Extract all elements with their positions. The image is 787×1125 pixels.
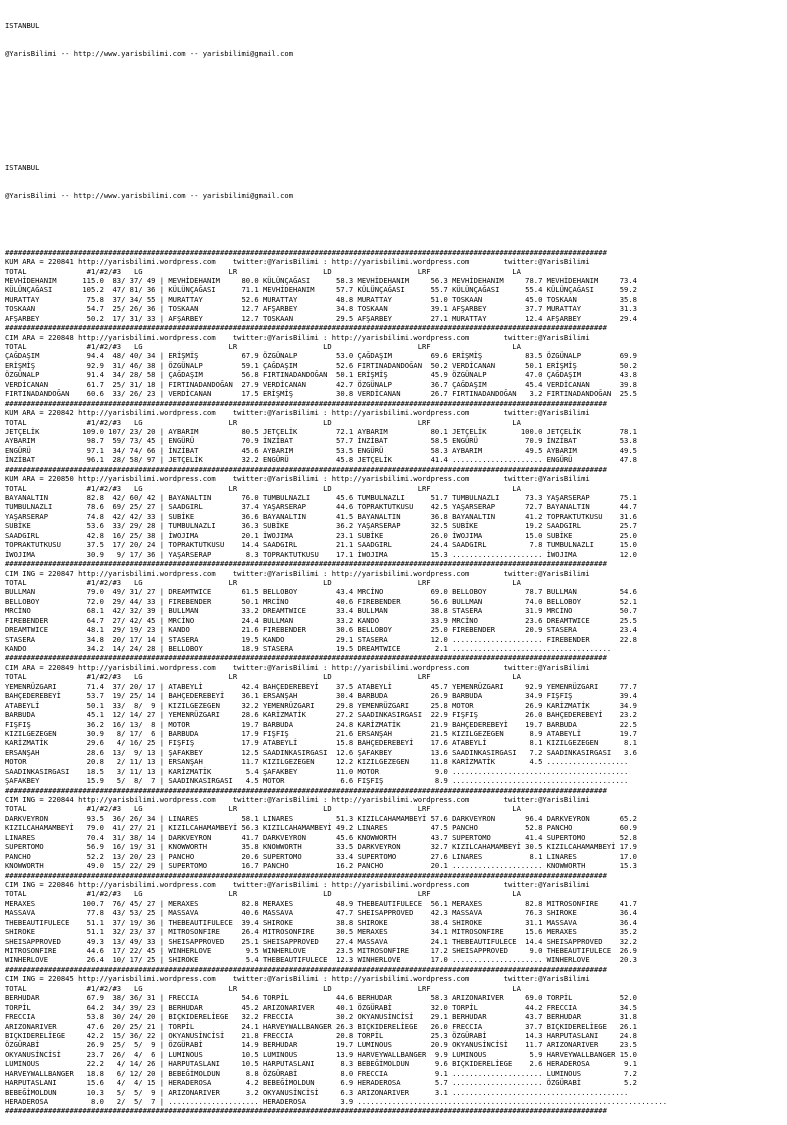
table-row: OKYANUSİNCİSİ 23.7 26/ 4/ 6 | LUMINOUS 10.5 LUMINOUS 13.9 HARVEYWALLBANGER 9.9 LUMINOUS 5.9 HARVEYWALLBANGER 15.0 [5,1049,637,1059]
separator: ############################################################################################################################################ [5,653,607,663]
table-row: ARIZONARIVER 47.6 20/ 25/ 21 | TORPİL 24.1 HARVEYWALLBANGER 26.3 BIÇKIDERELİEGE 26.0 FRECCIA 37.7 BIÇKIDERELİEGE 26.1 [5,1021,637,1031]
table-row: SAADINKASIRGASI 18.5 3/ 11/ 13 | KARİZMATİK 5.4 ŞAFAKBEY 11.0 MOTOR 9.0 ......................................... [5,766,629,776]
blank-line [5,134,787,143]
table-row: ERİŞMİŞ 92.9 31/ 46/ 38 | ÖZGÜNALP 59.1 ÇAĞDAŞIM 52.6 FIRTINADANDOĞAN 50.2 VERDİCANAN 50.1 ERİŞMİŞ 50.2 [5,360,637,370]
table-row: KNOWWORTH 49.0 15/ 22/ 29 | SUPERTOMO 16.7 PANCHO 16.2 PANCHO 20.1 ..................... KNOWWORTH 15.3 [5,861,637,871]
table-row: BEBEĞİMOLDUN 10.3 5/ 5/ 9 | ARIZONARIVER 3.2 OKYANUSİNCİSİ 6.3 ARIZONARIVER 3.1 ......................................... [5,1087,629,1097]
table-row: WINHERLOVE 26.4 10/ 17/ 25 | SHIROKE 5.4 THEBEAUTIFULECE 12.3 WINHERLOVE 17.0 ..................... WINHERLOVE 20.3 [5,955,637,965]
table-row: HARPUTASLANI 15.6 4/ 4/ 15 | HERADEROSA 4.2 BEBEĞİMOLDUN 6.9 HERADEROSA 5.7 ..................... ÖZGÜRABİ 5.2 [5,1078,637,1088]
table-row: ÖZGÜRABİ 26.9 25/ 5/ 9 | ÖZGÜRABİ 14.9 BERHUDAR 19.7 LUMINOUS 20.9 OKYANUSİNCİSİ 11.7 ARIZONARIVER 23.5 [5,1040,637,1050]
table-row: ENGÜRÜ 97.1 34/ 74/ 66 | İNZİBAT 45.6 AYBARIM 53.5 ENGÜRÜ 58.3 AYBARIM 49.5 AYBARIM 49.5 [5,445,637,455]
table-row: ŞAFAKBEY 15.9 5/ 8/ 7 | SAADINKASIRGASI 4.5 MOTOR 6.6 FIŞFIŞ 8.9 ......................................... [5,776,629,786]
table-row: SUBİKE 53.6 33/ 29/ 28 | TUMBULNAZLI 36.3 SUBİKE 36.2 YAŞARSERAP 32.5 SUBİKE 19.2 SAADGIRL 25.7 [5,521,637,531]
table-row: HERADEROSA 8.0 2/ 5/ 7 | ..................... HERADEROSA 3.9 ........................................................................ [5,1097,668,1107]
table-row: MRCİNO 68.1 42/ 32/ 39 | BULLMAN 33.2 DREAMTWICE 33.4 BULLMAN 38.8 STASERA 31.9 MRCİNO 50.7 [5,606,637,616]
table-row: FRECCIA 53.8 30/ 24/ 20 | BIÇKIDERELİEGE 32.2 FRECCIA 30.2 OKYANUSİNCİSİ 29.1 BERHUDAR 43.7 BERHUDAR 31.8 [5,1012,637,1022]
table-row: VERDİCANAN 61.7 25/ 31/ 18 | FIRTINADANDOĞAN 27.9 VERDİCANAN 42.7 ÖZGÜNALP 36.7 ÇAĞDAŞIM 45.4 VERDİCANAN 39.8 [5,379,637,389]
blank-line [5,219,787,228]
contact-line: @YarisBilimi -- http://www.yarisbilimi.com -- yarisbilimi@gmail.com [5,49,294,59]
table-row: MASSAVA 77.8 43/ 53/ 25 | MASSAVA 40.6 MASSAVA 47.7 SHEISAPPROVED 42.3 MASSAVA 76.3 SHIROKE 36.4 [5,908,637,918]
table-row: ÇAĞDAŞIM 94.4 48/ 40/ 34 | ERİŞMİŞ 67.9 ÖZGÜNALP 53.0 ÇAĞDAŞIM 69.6 ERİŞMİŞ 83.5 ÖZGÜNALP 69.9 [5,351,637,361]
blank-line [5,106,787,115]
table-row: SUPERTOMO 56.9 16/ 19/ 31 | KNOWWORTH 35.8 KNOWWORTH 33.5 DARKVEYRON 32.7 KIZILCAHAMAMBEYİ 30.5 KIZILCAHAMAMBEYİ 17.9 [5,842,637,852]
table-row: BIÇKIDERELİEGE 42.2 15/ 36/ 22 | OKYANUSİNCİSİ 21.8 FRECCIA 20.8 TORPİL 25.3 ÖZGÜRABİ 14.3 HARPUTASLANI 24.8 [5,1030,637,1040]
table-row: LUMINOUS 22.2 4/ 14/ 26 | HARPUTASLANI 10.5 HARPUTASLANI 8.3 BEBEĞİMOLDUN 9.6 BIÇKIDERELİEGE 2.6 HERADEROSA 9.1 [5,1059,637,1069]
separator: ############################################################################################################################################ [5,1106,607,1116]
blank-line [5,78,787,87]
table-row: MURATTAY 75.8 37/ 34/ 55 | MURATTAY 52.6 MURATTAY 48.8 MURATTAY 51.0 TOSKAAN 45.0 TOSKAAN 35.8 [5,294,637,304]
table-row: FIREBENDER 64.7 27/ 42/ 45 | MRCİNO 24.4 BULLMAN 33.2 KANDO 33.9 MRCİNO 23.6 DREAMTWICE 25.5 [5,615,637,625]
race-header: KUM ARA = 220850 http://yarisbilimi.wordpress.com twitter:@YarisBilimi : http://yarisbilimi.wordpress.com twitter:@YarisBilimi [5,474,590,484]
column-header: TOTAL #1/#2/#3 LG LR LD LRF LA [5,342,521,352]
race-header: KUM ARA = 220841 http://yarisbilimi.wordpress.com twitter:@YarisBilimi : http://yarisbilimi.wordpress.com twitter:@YarisBilimi [5,257,590,267]
contact-line-repeat: @YarisBilimi -- http://www.yarisbilimi.com -- yarisbilimi@gmail.com [5,190,294,200]
table-row: MERAXES 100.7 76/ 45/ 27 | MERAXES 82.8 MERAXES 48.9 THEBEAUTIFULECE 56.1 MERAXES 82.8 MITROSONFIRE 41.7 [5,898,637,908]
column-header: TOTAL #1/#2/#3 LG LR LD LRF LA [5,983,521,993]
table-row: ERSANŞAH 28.6 13/ 9/ 13 | ŞAFAKBEY 12.5 SAADINKASIRGASI 12.6 ŞAFAKBEY 13.6 SAADINKASIRGASI 7.2 SAADINKASIRGASI 3.6 [5,747,637,757]
table-row: KANDO 34.2 14/ 24/ 28 | BELLOBOY 18.9 STASERA 19.5 DREAMTWICE 2.1 ..................................... [5,644,612,654]
table-row: JETÇELİK 109.0 107/ 23/ 20 | AYBARIM 80.5 JETÇELİK 72.1 AYBARIM 80.1 JETÇELİK 100.0 JETÇELİK 78.1 [5,426,637,436]
column-header: TOTAL #1/#2/#3 LG LR LD LRF LA [5,483,521,493]
separator: ############################################################################################################################################ [5,247,607,257]
table-row: BAYANALTIN 82.8 42/ 60/ 42 | BAYANALTIN 76.0 TUMBULNAZLI 45.6 TUMBULNAZLI 51.7 TUMBULNAZLI 73.3 YAŞARSERAP 75.1 [5,493,637,503]
race-header: CIM ARA = 220849 http://yarisbilimi.wordpress.com twitter:@YarisBilimi : http://yarisbilimi.wordpress.com twitter:@YarisBilimi [5,662,590,672]
table-row: KIZILGEZEGEN 30.9 8/ 17/ 6 | BARBUDA 17.9 FIŞFIŞ 21.6 ERSANŞAH 21.5 KIZILGEZEGEN 8.9 ATABEYLİ 19.7 [5,728,637,738]
column-header: TOTAL #1/#2/#3 LG LR LD LRF LA [5,889,521,899]
table-row: AYBARIM 98.7 59/ 73/ 45 | ENGÜRÜ 70.9 İNZİBAT 57.7 İNZİBAT 58.5 ENGÜRÜ 70.9 İNZİBAT 53.8 [5,436,637,446]
table-row: KIZILCAHAMAMBEYİ 79.0 41/ 27/ 21 | KIZILCAHAMAMBEYİ 56.3 KIZILCAHAMAMBEYİ 49.2 LINARES 47.5 PANCHO 52.8 PANCHO 60.9 [5,823,637,833]
table-row: AFŞARBEY 50.2 17/ 31/ 33 | AFŞARBEY 12.7 TOSKAAN 29.5 AFŞARBEY 27.1 MURATTAY 12.4 AFŞARBEY 29.4 [5,313,637,323]
table-row: KÜLÜNÇAĞASI 105.2 47/ 81/ 36 | KÜLÜNÇAĞASI 71.1 MEVHİDEHANIM 57.7 KÜLÜNÇAĞASI 55.7 KÜLÜNÇAĞASI 55.4 KÜLÜNÇAĞASI 59.2 [5,285,637,295]
table-row: SAADGIRL 42.8 16/ 25/ 38 | İWOJIMA 20.1 İWOJIMA 23.1 SUBİKE 26.0 İWOJIMA 15.0 SUBİKE 25.0 [5,530,637,540]
column-header: TOTAL #1/#2/#3 LG LR LD LRF LA [5,672,521,682]
race-header: CIM ING = 220846 http://yarisbilimi.wordpress.com twitter:@YarisBilimi : http://yarisbilimi.wordpress.com twitter:@YarisBilimi [5,879,590,889]
table-row: PANCHO 52.2 13/ 20/ 23 | PANCHO 20.6 SUPERTOMO 33.4 SUPERTOMO 27.6 LINARES 8.1 LINARES 17.0 [5,851,637,861]
race-header: CIM ING = 220844 http://yarisbilimi.wordpress.com twitter:@YarisBilimi : http://yarisbilimi.wordpress.com twitter:@YarisBilimi [5,795,590,805]
table-row: MOTOR 20.8 2/ 11/ 13 | ERSANŞAH 11.7 KIZILGEZEGEN 12.2 KIZILGEZEGEN 11.8 KARİZMATİK 4.5 ................... [5,757,629,767]
table-row: DREAMTWICE 48.1 29/ 19/ 23 | KANDO 21.6 FIREBENDER 30.6 BELLOBOY 25.0 FIREBENDER 20.9 STASERA 23.4 [5,625,637,635]
table-row: ÖZGÜNALP 91.4 34/ 28/ 58 | ÇAĞDAŞIM 56.8 FIRTINADANDOĞAN 50.1 ERİŞMİŞ 45.9 ÖZGÜNALP 47.0 ÇAĞDAŞIM 43.8 [5,370,637,380]
table-row: LINARES 70.4 31/ 38/ 14 | DARKVEYRON 41.7 DARKVEYRON 45.6 KNOWWORTH 43.7 SUPERTOMO 41.4 SUPERTOMO 52.8 [5,832,637,842]
table-row: SHIROKE 51.1 32/ 23/ 37 | MITROSONFIRE 26.4 MITROSONFIRE 30.5 MERAXES 34.1 MITROSONFIRE 15.6 MERAXES 35.2 [5,927,637,937]
title: ISTANBUL [5,20,40,30]
table-row: YEMENRÜZGARI 71.4 37/ 20/ 17 | ATABEYLİ 42.4 BAHÇEDEREBEYİ 37.5 ATABEYLİ 45.7 YEMENRÜZGARI 92.9 YEMENRÜZGARI 77.7 [5,681,637,691]
separator: ############################################################################################################################################ [5,398,607,408]
table-row: TUMBULNAZLI 78.6 69/ 25/ 27 | SAADGIRL 37.4 YAŞARSERAP 44.6 TOPRAKTUTKUSU 42.5 YAŞARSERAP 72.7 BAYANALTIN 44.7 [5,502,637,512]
table-row: MEVHİDEHANIM 115.0 83/ 37/ 49 | MEVHİDEHANIM 80.0 KÜLÜNÇAĞASI 58.3 MEVHİDEHANIM 56.3 MEVHİDEHANIM 78.7 MEVHİDEHANIM 73.4 [5,275,637,285]
separator: ############################################################################################################################################ [5,785,607,795]
table-row: BARBUDA 45.1 12/ 14/ 27 | YEMENRÜZGARI 28.6 KARİZMATİK 27.2 SAADINKASIRGASI 22.9 FIŞFIŞ 26.0 BAHÇEDEREBEYİ 23.2 [5,710,637,720]
table-row: BERHUDAR 67.9 38/ 36/ 31 | FRECCIA 54.6 TORPİL 44.6 BERHUDAR 58.3 ARIZONARIVER 69.0 TORPİL 52.0 [5,993,637,1003]
race-header: CIM ING = 220845 http://yarisbilimi.wordpress.com twitter:@YarisBilimi : http://yarisbilimi.wordpress.com twitter:@YarisBilimi [5,974,590,984]
table-row: SHEISAPPROVED 49.3 13/ 49/ 33 | SHEISAPPROVED 25.1 SHEISAPPROVED 27.4 MASSAVA 24.1 THEBEAUTIFULECE 14.4 SHEISAPPROVED 32.2 [5,936,637,946]
table-row: İNZİBAT 96.1 28/ 58/ 97 | JETÇELİK 32.2 ENGÜRÜ 45.8 JETÇELİK 41.4 ..................... ENGÜRÜ 47.8 [5,455,637,465]
table-row: THEBEAUTIFULECE 51.1 37/ 19/ 36 | THEBEAUTIFULECE 39.4 SHIROKE 38.8 SHIROKE 38.4 SHIROKE 31.1 MASSAVA 36.4 [5,917,637,927]
separator: ############################################################################################################################################ [5,870,607,880]
table-row: BELLOBOY 72.0 29/ 44/ 33 | FIREBENDER 50.1 MRCİNO 40.6 FIREBENDER 56.6 BULLMAN 74.0 BELLOBOY 52.1 [5,596,637,606]
table-row: MITROSONFIRE 44.6 17/ 22/ 45 | WINHERLOVE 9.5 WINHERLOVE 23.5 MITROSONFIRE 17.2 SHEISAPPROVED 9.0 THEBEAUTIFULECE 26.9 [5,946,637,956]
table-row: TOPRAKTUTKUSU 37.5 17/ 20/ 24 | TOPRAKTUTKUSU 14.4 SAADGIRL 21.1 SAADGIRL 24.4 SAADGIRL 7.8 TUMBULNAZLI 15.0 [5,540,637,550]
race-header: KUM ARA = 220842 http://yarisbilimi.wordpress.com twitter:@YarisBilimi : http://yarisbilimi.wordpress.com twitter:@YarisBilimi [5,408,590,418]
table-row: STASERA 34.8 20/ 17/ 14 | STASERA 19.5 KANDO 29.1 STASERA 12.0 ..................... FIREBENDER 22.8 [5,634,637,644]
table-row: BULLMAN 79.0 49/ 31/ 27 | DREAMTWICE 61.5 BELLOBOY 43.4 MRCİNO 69.0 BELLOBOY 78.7 BULLMAN 54.6 [5,587,637,597]
column-header: TOTAL #1/#2/#3 LG LR LD LRF LA [5,266,521,276]
table-row: İWOJIMA 30.9 9/ 17/ 36 | YAŞARSERAP 8.3 TOPRAKTUTKUSU 17.1 İWOJIMA 15.3 ..................... İWOJIMA 12.0 [5,549,637,559]
separator: ############################################################################################################################################ [5,964,607,974]
table-row: FIŞFIŞ 36.2 16/ 13/ 8 | MOTOR 19.7 BARBUDA 24.8 KARİZMATİK 21.9 BAHÇEDEREBEYİ 19.7 BARBUDA 22.5 [5,719,637,729]
table-row: TORPİL 64.2 34/ 39/ 23 | BERHUDAR 45.2 ARIZONARIVER 40.1 ÖZGÜRABİ 32.0 TORPİL 44.2 FRECCIA 34.5 [5,1002,637,1012]
column-header: TOTAL #1/#2/#3 LG LR LD LRF LA [5,577,521,587]
table-row: FIRTINADANDOĞAN 60.6 33/ 26/ 23 | VERDİCANAN 17.5 ERİŞMİŞ 30.8 VERDİCANAN 26.7 FIRTINADANDOĞAN 3.2 FIRTINADANDOĞAN 25.5 [5,389,637,399]
table-row: DARKVEYRON 93.5 36/ 26/ 34 | LINARES 58.1 LINARES 51.3 KIZILCAHAMAMBEYİ 57.6 DARKVEYRON 96.4 DARKVEYRON 65.2 [5,813,637,823]
separator: ############################################################################################################################################ [5,559,607,569]
race-sections [5,248,787,1116]
table-row: ATABEYLİ 50.1 33/ 8/ 9 | KIZILGEZEGEN 32.2 YEMENRÜZGARI 29.8 YEMENRÜZGARI 25.8 MOTOR 26.9 KARİZMATİK 34.9 [5,700,637,710]
table-row: YAŞARSERAP 74.8 42/ 42/ 33 | SUBİKE 36.6 BAYANALTIN 41.5 BAYANALTIN 36.8 BAYANALTIN 41.2 TOPRAKTUTKUSU 31.6 [5,511,637,521]
separator: ############################################################################################################################################ [5,323,607,333]
race-header: CIM ARA = 220848 http://yarisbilimi.wordpress.com twitter:@YarisBilimi : http://yarisbilimi.wordpress.com twitter:@YarisBilimi [5,332,590,342]
column-header: TOTAL #1/#2/#3 LG LR LD LRF LA [5,804,521,814]
race-header: CIM ING = 220847 http://yarisbilimi.wordpress.com twitter:@YarisBilimi : http://yarisbilimi.wordpress.com twitter:@YarisBilimi [5,568,590,578]
title-repeat: ISTANBUL [5,162,40,172]
table-row: TOSKAAN 54.7 25/ 26/ 36 | TOSKAAN 12.7 AFŞARBEY 34.8 TOSKAAN 39.1 AFŞARBEY 37.7 MURATTAY 31.3 [5,304,637,314]
table-row: BAHÇEDEREBEYİ 53.7 19/ 25/ 14 | BAHÇEDEREBEYİ 36.1 ERSANŞAH 30.4 BARBUDA 26.9 BARBUDA 34.9 FIŞFIŞ 39.4 [5,691,637,701]
table-row: KARİZMATİK 29.6 4/ 16/ 25 | FIŞFIŞ 17.9 ATABEYLİ 15.8 BAHÇEDEREBEYİ 17.6 ATABEYLİ 8.1 KIZILGEZEGEN 8.1 [5,738,637,748]
table-row: HARVEYWALLBANGER 18.8 6/ 12/ 20 | BEBEĞİMOLDUN 8.8 ÖZGÜRABİ 8.0 FRECCIA 9.1 ..................... LUMINOUS 7.2 [5,1068,637,1078]
separator: ############################################################################################################################################ [5,464,607,474]
column-header: TOTAL #1/#2/#3 LG LR LD LRF LA [5,417,521,427]
